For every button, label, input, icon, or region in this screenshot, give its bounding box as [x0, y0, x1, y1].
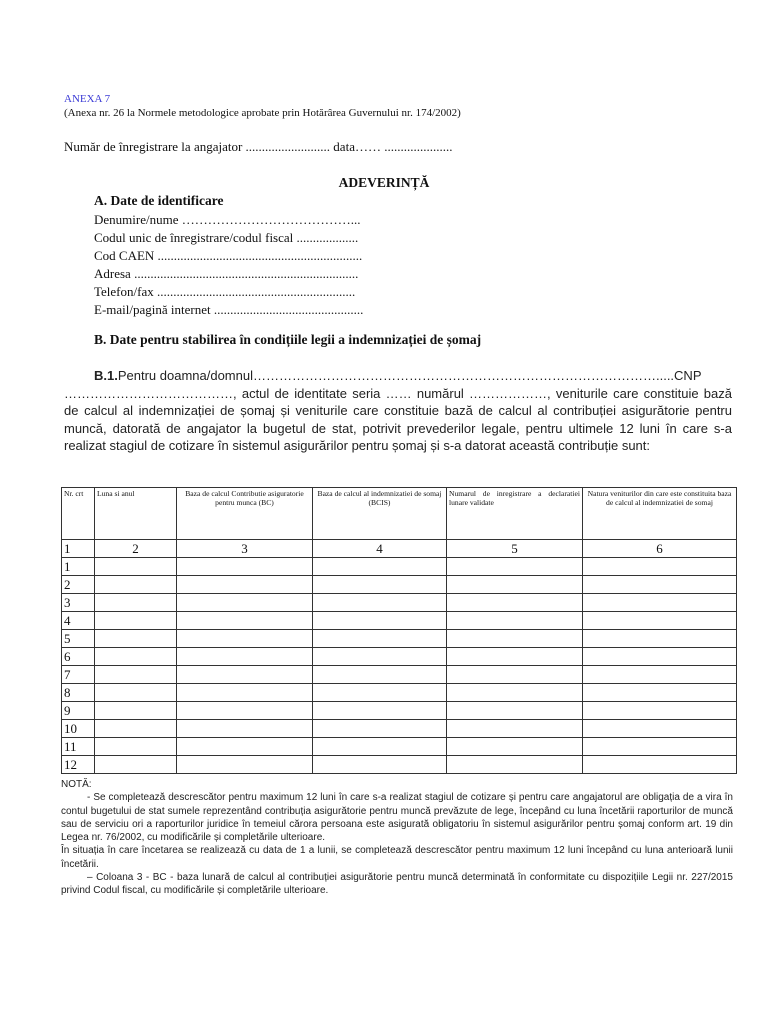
table-cell[interactable]: [95, 576, 177, 594]
table-cell[interactable]: [313, 720, 447, 738]
table-row: [62, 648, 737, 666]
column-number: 1: [62, 540, 95, 558]
header-declaration-number: Numarul de inregistrare a declaratiei lunare validate: [447, 488, 583, 540]
table-cell[interactable]: [313, 702, 447, 720]
table-cell[interactable]: [95, 738, 177, 756]
row-number: 3: [62, 594, 95, 612]
identification-fields: [94, 211, 363, 319]
column-number: 4: [313, 540, 447, 558]
row-number: 9: [62, 702, 95, 720]
table-cell[interactable]: [583, 756, 737, 774]
table-cell[interactable]: [95, 558, 177, 576]
table-cell[interactable]: [313, 630, 447, 648]
row-number: 7: [62, 666, 95, 684]
table-cell[interactable]: [95, 720, 177, 738]
table-cell[interactable]: [447, 720, 583, 738]
row-number: 1: [62, 558, 95, 576]
table-cell[interactable]: [95, 594, 177, 612]
table-cell[interactable]: [95, 612, 177, 630]
b1-first-text: Pentru doamna/domnul………………………………………………………………………………….....CNP: [117, 368, 702, 383]
table-cell[interactable]: [313, 558, 447, 576]
row-number: 8: [62, 684, 95, 702]
annex-label: ANEXA 7: [64, 93, 111, 105]
header-bcis: Baza de calcul al indemnizatiei de somaj (BCIS): [313, 488, 447, 540]
table-row: [62, 612, 737, 630]
b1-label: B.1.: [94, 368, 118, 383]
field-phone-fax: Telefon/fax .............................................................: [94, 284, 356, 299]
row-number: 10: [62, 720, 95, 738]
note-paragraph-3: – Coloana 3 - BC - baza lunară de calcul al contribuției asigurătorie pentru muncă determinată în conformitate cu dispozițiile Legii nr. 227/2015 privind Codul fiscal, cu modificările și completările ulterioare.: [61, 872, 733, 897]
table-cell[interactable]: [313, 648, 447, 666]
table-row: [62, 558, 737, 576]
table-cell[interactable]: [177, 630, 313, 648]
table-cell[interactable]: [95, 630, 177, 648]
income-table: [61, 487, 737, 774]
b1-body: …………………………………, actul de identitate seria …… numărul ………………, veniturile care constituie bază de calcul al indemnizației de șomaj și veniturile care constituie bază de calcul al contribuției asigurătorie pentru muncă, datorată de angajator la bugetul de stat, potrivit prevederilor legale, pentru ultimele 12 luni în care s-a realizat stagiul de cotizare în sistemul asigurărilor pentru șomaj și s-a datorat această contribuție sunt:: [64, 385, 732, 454]
table-cell[interactable]: [583, 720, 737, 738]
table-cell[interactable]: [447, 594, 583, 612]
section-b-heading: B. Date pentru stabilirea în condițiile legii a indemnizației de șomaj: [94, 332, 482, 347]
table-cell[interactable]: [177, 666, 313, 684]
table-header-row: [62, 488, 737, 540]
header-income-nature: Natura veniturilor din care este constituita baza de calcul al indemnizatiei de somaj: [583, 488, 737, 540]
table-cell[interactable]: [95, 666, 177, 684]
table-cell[interactable]: [583, 612, 737, 630]
column-number: 5: [447, 540, 583, 558]
row-number: 6: [62, 648, 95, 666]
document-title: ADEVERINȚĂ: [338, 175, 430, 190]
table-cell[interactable]: [583, 684, 737, 702]
row-number: 4: [62, 612, 95, 630]
table-cell[interactable]: [177, 576, 313, 594]
row-number: 12: [62, 756, 95, 774]
table-cell[interactable]: [95, 648, 177, 666]
row-number: 2: [62, 576, 95, 594]
annex-subtitle: (Anexa nr. 26 la Normele metodologice aprobate prin Hotărârea Guvernului nr. 174/2002): [64, 107, 461, 119]
table-cell[interactable]: [447, 684, 583, 702]
table-row: [62, 576, 737, 594]
field-email: E-mail/pagină internet ..............................................: [94, 302, 364, 317]
section-a-heading: A. Date de identificare: [94, 193, 224, 208]
table-cell[interactable]: [447, 738, 583, 756]
registration-line: Număr de înregistrare la angajator .......................... data…… .....................: [64, 139, 453, 154]
row-number: 5: [62, 630, 95, 648]
table-cell[interactable]: [583, 738, 737, 756]
table-cell[interactable]: [447, 630, 583, 648]
header-nr-crt: Nr. crt: [62, 488, 95, 540]
notes-section: [61, 778, 733, 898]
row-number: 11: [62, 738, 95, 756]
table-cell[interactable]: [583, 558, 737, 576]
table-row: [62, 738, 737, 756]
notes-label: NOTĂ:: [61, 779, 92, 790]
table-cell[interactable]: [447, 648, 583, 666]
table-cell[interactable]: [177, 720, 313, 738]
table-cell[interactable]: [583, 576, 737, 594]
table-row: [62, 594, 737, 612]
header-month-year: Luna si anul: [95, 488, 177, 540]
table-cell[interactable]: [95, 756, 177, 774]
table-cell[interactable]: [177, 738, 313, 756]
table-row: [62, 630, 737, 648]
table-cell[interactable]: [583, 630, 737, 648]
header-bc: Baza de calcul Contributie asiguratorie pentru munca (BC): [177, 488, 313, 540]
table-cell[interactable]: [447, 666, 583, 684]
table-cell[interactable]: [313, 738, 447, 756]
table-cell[interactable]: [177, 756, 313, 774]
table-row: [62, 684, 737, 702]
field-name: Denumire/nume …………………………………...: [94, 212, 361, 227]
column-number-row: [62, 540, 737, 558]
table-cell[interactable]: [177, 702, 313, 720]
b1-paragraph: [64, 367, 732, 455]
table-cell[interactable]: [177, 594, 313, 612]
table-row: [62, 756, 737, 774]
table-cell[interactable]: [583, 666, 737, 684]
table-row: [62, 720, 737, 738]
table-cell[interactable]: [313, 756, 447, 774]
table-cell[interactable]: [447, 756, 583, 774]
note-paragraph-1: - Se completează descrescător pentru maximum 12 luni în care s-a realizat stagiul de cotizare și pentru care angajatorul are obligația de a vira în contul bugetului de stat sumele reprezentând contribuția asigurătorie pentru muncă prevăzute de lege, începând cu luna încetării raporturilor de muncă sau de serviciu ori a raporturilor juridice în temeiul cărora persoana este asigurată obligatoriu în sistemul asigurărilor pentru șomaj conform art. 19 din Legea nr. 76/2002, cu modificările și completările ulterioare.: [61, 792, 733, 844]
column-number: 2: [95, 540, 177, 558]
table-cell[interactable]: [95, 684, 177, 702]
table-cell[interactable]: [583, 648, 737, 666]
table-cell[interactable]: [177, 612, 313, 630]
table-cell[interactable]: [447, 558, 583, 576]
table-cell[interactable]: [313, 576, 447, 594]
table-cell[interactable]: [447, 612, 583, 630]
table-cell[interactable]: [447, 702, 583, 720]
table-cell[interactable]: [177, 684, 313, 702]
field-fiscal-code: Codul unic de înregistrare/codul fiscal ...................: [94, 230, 359, 245]
field-caen: Cod CAEN ...............................................................: [94, 248, 363, 263]
table-cell[interactable]: [313, 612, 447, 630]
table-cell[interactable]: [313, 684, 447, 702]
table-cell[interactable]: [313, 594, 447, 612]
b1-first-line: [64, 367, 732, 385]
table-cell[interactable]: [177, 558, 313, 576]
table-cell[interactable]: [583, 594, 737, 612]
column-number: 3: [177, 540, 313, 558]
table-row: [62, 666, 737, 684]
table-cell[interactable]: [95, 702, 177, 720]
table-row: [62, 702, 737, 720]
table-cell[interactable]: [177, 648, 313, 666]
table-cell[interactable]: [447, 576, 583, 594]
note-paragraph-2: În situația în care încetarea se realizează cu data de 1 a lunii, se completează descrescător pentru maximum 12 luni începând cu luna anterioară lunii încetării.: [61, 845, 733, 870]
table-cell[interactable]: [583, 702, 737, 720]
column-number: 6: [583, 540, 737, 558]
field-address: Adresa .....................................................................: [94, 266, 359, 281]
table-cell[interactable]: [313, 666, 447, 684]
